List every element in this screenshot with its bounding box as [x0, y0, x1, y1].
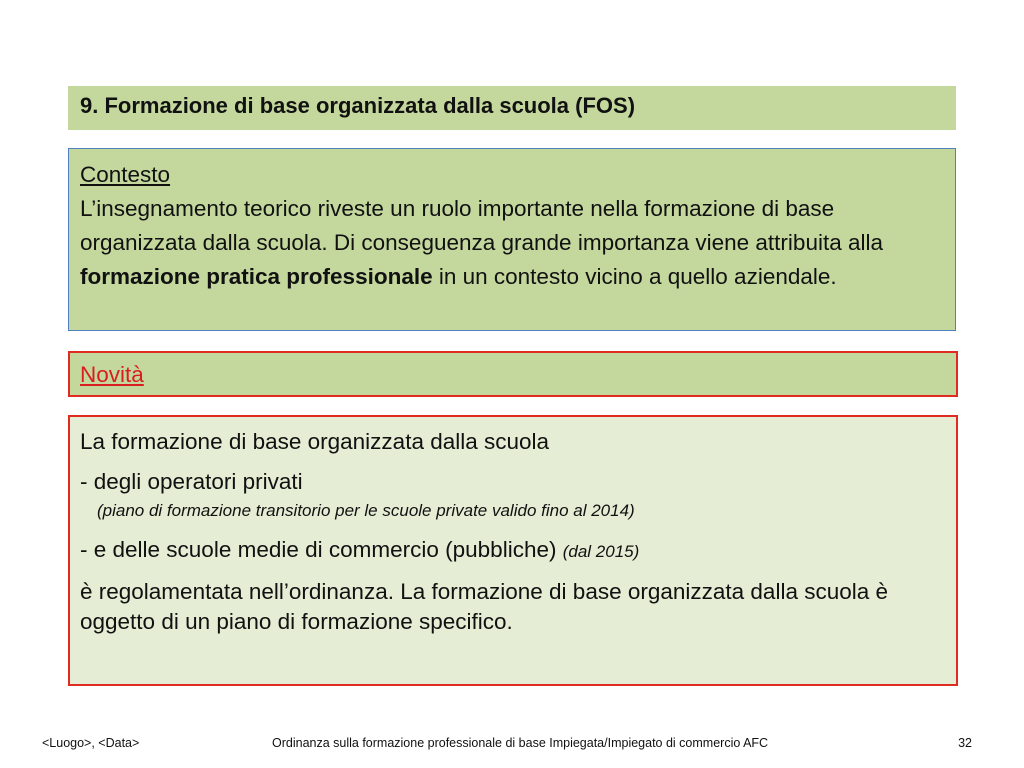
context-text-start: L’insegnamento teorico riveste un ruolo importante nella formazione di base organizzata dalla scuola. Di conseguenza grande importanza viene attribuita alla — [80, 196, 883, 255]
details-item-public-text: - e delle scuole medie di commercio (pubbliche) — [80, 537, 557, 562]
details-item-public — [80, 535, 946, 567]
details-item-private: - degli operatori privati — [80, 469, 303, 494]
context-heading: Contesto — [80, 162, 171, 187]
details-conclusion: è regolamentata nell’ordinanza. La formazione di base organizzata dalla scuola è oggetto di un piano di formazione specifico. — [80, 579, 889, 634]
details-box — [68, 415, 958, 686]
footer-title: Ordinanza sulla formazione professionale di base Impiegata/Impiegato di commercio AFC — [272, 736, 769, 750]
slide-title: 9. Formazione di base organizzata dalla scuola (FOS) — [80, 93, 636, 118]
slide-title-bar — [68, 86, 956, 130]
novita-heading: Novità — [80, 362, 144, 387]
context-box — [68, 148, 956, 331]
details-item-private-note: (piano di formazione transitorio per le scuole private valido fino al 2014) — [97, 501, 635, 520]
footer-place-date: <Luogo>, <Data> — [42, 736, 140, 750]
context-text-end: in un contesto vicino a quello aziendale. — [432, 264, 837, 289]
context-text-bold: formazione pratica professionale — [80, 264, 433, 289]
details-item-public-note: (dal 2015) — [562, 542, 640, 561]
page-number: 32 — [958, 736, 972, 750]
novita-box — [68, 351, 958, 397]
context-text — [80, 192, 944, 294]
details-intro: La formazione di base organizzata dalla scuola — [80, 429, 550, 454]
